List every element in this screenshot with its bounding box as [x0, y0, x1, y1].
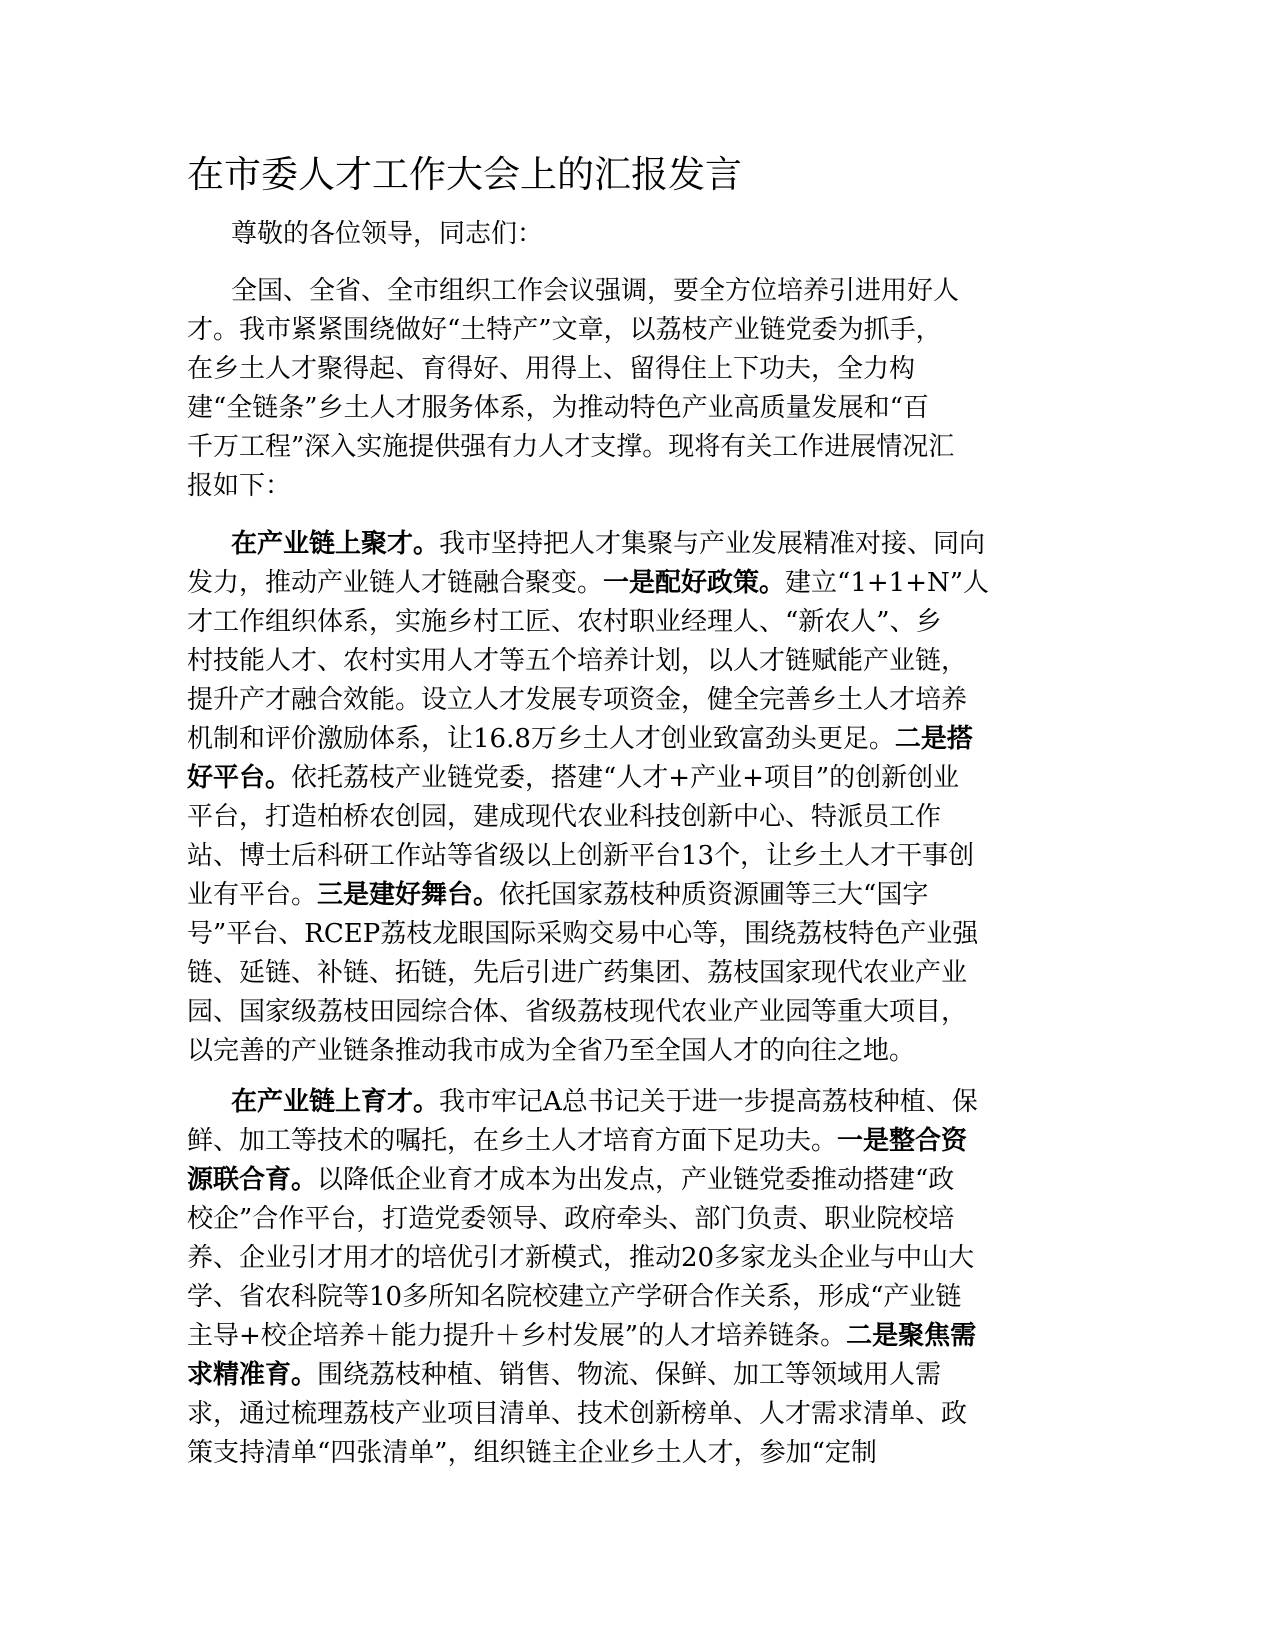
point-heading: 好平台。: [187, 763, 292, 793]
text-line: 在产业链上育才。我市牢记A总书记关于进一步提高荔枝种植、保: [231, 1087, 978, 1117]
text-line: 提升产才融合效能。设立人才发展专项资金，健全完善乡土人才培养: [187, 685, 968, 715]
text-line: 以完善的产业链条推动我市成为全省乃至全国人才的向往之地。: [187, 1036, 916, 1066]
text-line: 才。我市紧紧围绕做好“土特产”文章，以荔枝产业链党委为抓手，: [187, 315, 942, 345]
text-line: 号”平台、RCEP荔枝龙眼国际采购交易中心等，围绕荔枝特色产业强: [187, 919, 979, 949]
text-line: 养、企业引才用才的培优引才新模式，推动20多家龙头企业与中山大: [187, 1243, 975, 1273]
text-line: 源联合育。以降低企业育才成本为出发点，产业链党委推动搭建“政: [187, 1165, 955, 1195]
point-heading: 三是建好舞台。: [317, 880, 500, 910]
text-line: 好平台。依托荔枝产业链党委，搭建“人才+产业+项目”的创新创业: [187, 763, 960, 793]
text-line: 站、博士后科研工作站等省级以上创新平台13个，让乡土人才干事创: [187, 841, 975, 871]
point-heading: 一是配好政策。: [603, 568, 786, 598]
text-line: 报如下：: [187, 471, 292, 501]
text-line: 策支持清单“四张清单”，组织链主企业乡土人才，参加“定制: [187, 1438, 877, 1468]
text-line: 发力，推动产业链人才链融合聚变。一是配好政策。建立“1+1+N”人: [187, 568, 990, 598]
greeting: [187, 215, 543, 254]
text-line: 鲜、加工等技术的嘱托，在乡土人才培育方面下足功夫。一是整合资: [187, 1126, 968, 1156]
text-line: 园、国家级荔枝田园综合体、省级荔枝现代农业产业园等重大项目，: [187, 997, 968, 1027]
point-heading: 求精准育。: [187, 1360, 318, 1390]
text-line: 链、延链、补链、拓链，先后引进广药集团、荔枝国家现代农业产业: [187, 958, 968, 988]
text-line: 校企”合作平台，打造党委领导、政府牵头、部门负责、职业院校培: [187, 1204, 955, 1234]
point-heading: 一是整合资: [837, 1126, 968, 1156]
text-line: 村技能人才、农村实用人才等五个培养计划，以人才链赋能产业链，: [187, 646, 968, 676]
text-line: 业有平台。三是建好舞台。依托国家荔枝种质资源圃等三大“国字: [187, 880, 929, 910]
intro-paragraph: [187, 272, 959, 506]
text-line: 求，通过梳理荔枝产业项目清单、技术创新榜单、人才需求清单、政: [187, 1399, 968, 1429]
text-line: 平台，打造柏桥农创园，建成现代农业科技创新中心、特派员工作: [187, 802, 942, 832]
text-line: 建“全链条”乡土人才服务体系，为推动特色产业高质量发展和“百: [187, 393, 929, 423]
text-line: 千万工程”深入实施提供强有力人才支撑。现将有关工作进展情况汇: [187, 432, 955, 462]
section-heading: 在产业链上聚才。: [231, 529, 440, 559]
text-line: 主导+校企培养＋能力提升＋乡村发展”的人才培养链条。二是聚焦需: [187, 1321, 977, 1351]
text-line: 在产业链上聚才。我市坚持把人才集聚与产业发展精准对接、同向: [231, 529, 986, 559]
section-gather-talent: [187, 525, 989, 1071]
text-line: 机制和评价激励体系，让16.8万乡土人才创业致富劲头更足。二是搭: [187, 724, 973, 754]
text-line: 全国、全省、全市组织工作会议强调，要全方位培养引进用好人: [231, 276, 960, 306]
text-line: 在乡土人才聚得起、育得好、用得上、留得住上下功夫，全力构: [187, 354, 916, 384]
text-line: 才工作组织体系，实施乡村工匠、农村职业经理人、“新农人”、乡: [187, 607, 942, 637]
page-title: 在市委人才工作大会上的汇报发言: [187, 153, 742, 196]
point-heading: 源联合育。: [187, 1165, 318, 1195]
point-heading: 二是聚焦需: [846, 1321, 977, 1351]
section-heading: 在产业链上育才。: [231, 1087, 440, 1117]
greeting-line: 尊敬的各位领导，同志们：: [231, 219, 544, 249]
point-heading: 二是搭: [894, 724, 973, 754]
text-line: 学、省农科院等10多所知名院校建立产学研合作关系，形成“产业链: [187, 1282, 962, 1312]
section-cultivate-talent: [187, 1083, 978, 1473]
text-line: 求精准育。围绕荔枝种植、销售、物流、保鲜、加工等领域用人需: [187, 1360, 942, 1390]
